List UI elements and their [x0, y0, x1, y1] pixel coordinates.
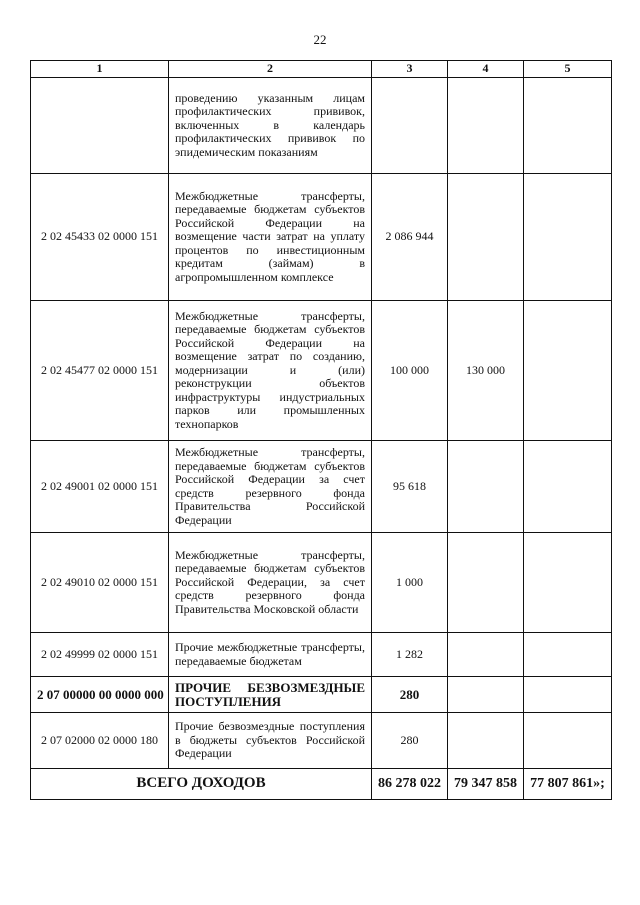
row-description: Прочие межбюджетные трансферты, передаваемые бюджетам [169, 633, 372, 677]
row-value-col3: 100 000 [372, 301, 448, 441]
row-code: 2 02 49999 02 0000 151 [31, 633, 169, 677]
row-value-col4 [448, 713, 524, 769]
row-value-col4 [448, 533, 524, 633]
header-col-2: 2 [169, 61, 372, 78]
table-row [31, 78, 612, 174]
table-row [31, 533, 612, 633]
row-value-col4 [448, 78, 524, 174]
table-row [31, 174, 612, 301]
total-label: ВСЕГО ДОХОДОВ [31, 769, 372, 800]
row-code: 2 02 49010 02 0000 151 [31, 533, 169, 633]
row-description: Межбюджетные трансферты, передаваемые бюджетам субъектов Российской Федерации на возмещение затрат по созданию, модернизации и (или) реконструкции объектов инфраструктуры индустриальных парков или промышленных технопарков [169, 301, 372, 441]
table-row [31, 301, 612, 441]
row-value-col5 [524, 533, 612, 633]
header-col-5: 5 [524, 61, 612, 78]
row-value-col4: 130 000 [448, 301, 524, 441]
header-col-1: 1 [31, 61, 169, 78]
row-description: Межбюджетные трансферты, передаваемые бюджетам субъектов Российской Федерации за счет средств резервного фонда Правительства Российской Федерации [169, 441, 372, 533]
total-value-col3: 86 278 022 [372, 769, 448, 800]
total-row [31, 769, 612, 800]
row-description: Прочие безвозмездные поступления в бюджеты субъектов Российской Федерации [169, 713, 372, 769]
row-description: Межбюджетные трансферты, передаваемые бюджетам субъектов Российской Федерации, за счет средств резервного фонда Правительства Московской области [169, 533, 372, 633]
row-code [31, 78, 169, 174]
table-row [31, 633, 612, 677]
row-value-col5 [524, 174, 612, 301]
row-value-col5 [524, 713, 612, 769]
row-value-col4 [448, 633, 524, 677]
row-value-col3: 1 000 [372, 533, 448, 633]
row-value-col4 [448, 441, 524, 533]
row-description: Межбюджетные трансферты, передаваемые бюджетам субъектов Российской Федерации на возмещение части затрат на уплату процентов по инвестиционным кредитам (займам) в агропромышленном комплексе [169, 174, 372, 301]
revenue-table [30, 60, 612, 800]
row-code: 2 02 45477 02 0000 151 [31, 301, 169, 441]
page-number: 22 [313, 32, 327, 47]
row-value-col3: 95 618 [372, 441, 448, 533]
row-value-col3: 1 282 [372, 633, 448, 677]
row-code: 2 07 00000 00 0000 000 [31, 677, 169, 713]
table-row [31, 677, 612, 713]
row-description: ПРОЧИЕ БЕЗВОЗМЕЗДНЫЕ ПОСТУПЛЕНИЯ [169, 677, 372, 713]
row-value-col5 [524, 633, 612, 677]
row-value-col5 [524, 677, 612, 713]
row-value-col5 [524, 441, 612, 533]
row-code: 2 02 49001 02 0000 151 [31, 441, 169, 533]
row-description: проведению указанным лицам профилактических прививок, включенных в календарь профилактических прививок по эпидемическим показаниям [169, 78, 372, 174]
row-code: 2 02 45433 02 0000 151 [31, 174, 169, 301]
row-value-col4 [448, 677, 524, 713]
header-col-3: 3 [372, 61, 448, 78]
row-value-col4 [448, 174, 524, 301]
row-value-col3: 2 086 944 [372, 174, 448, 301]
row-value-col3 [372, 78, 448, 174]
row-code: 2 07 02000 02 0000 180 [31, 713, 169, 769]
row-value-col5 [524, 301, 612, 441]
row-value-col3: 280 [372, 713, 448, 769]
header-col-4: 4 [448, 61, 524, 78]
row-value-col5 [524, 78, 612, 174]
table-row [31, 441, 612, 533]
total-value-col5: 77 807 861»; [524, 769, 612, 800]
total-value-col4: 79 347 858 [448, 769, 524, 800]
table-header-row [31, 61, 612, 78]
row-value-col3: 280 [372, 677, 448, 713]
table-row [31, 713, 612, 769]
